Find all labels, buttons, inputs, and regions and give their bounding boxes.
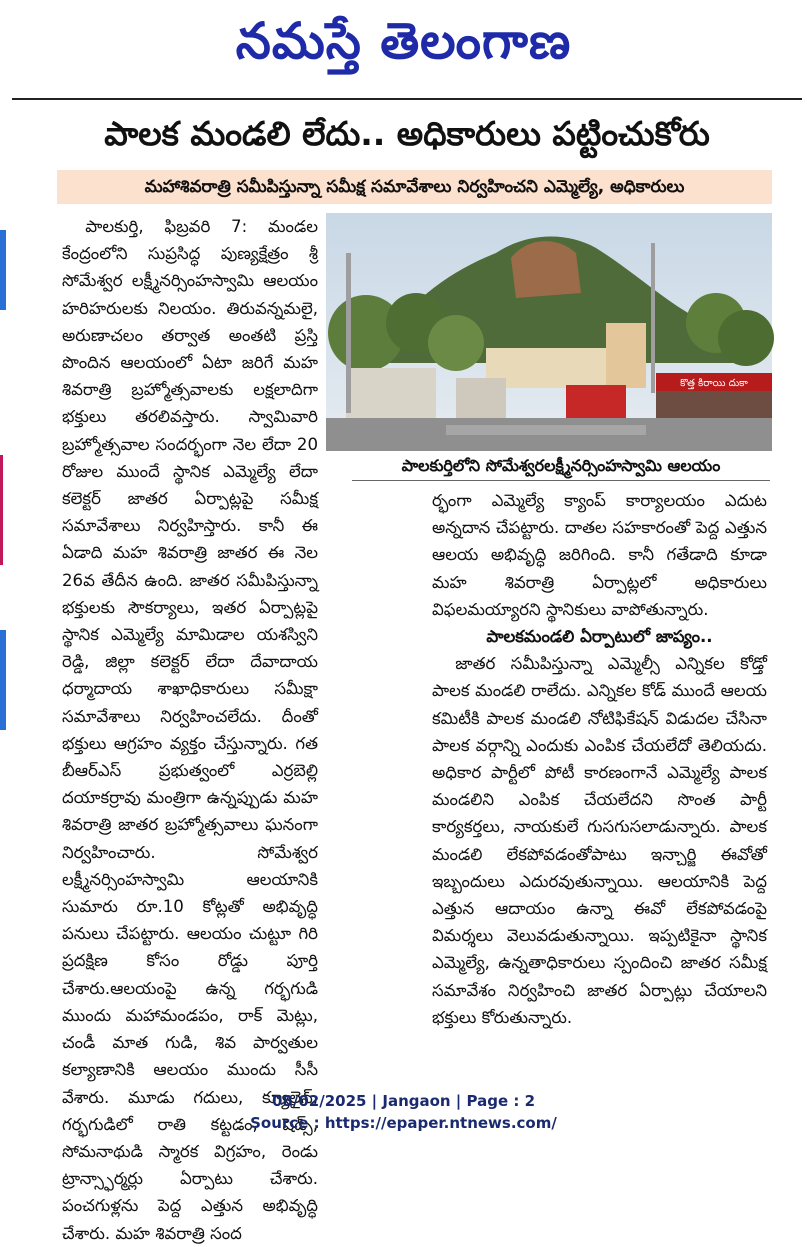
article-right-column <box>432 487 767 1047</box>
article-paragraph: పాలకుర్తి, ఫిబ్రవరి 7: మండల కేంద్రంలోని సుప్రసిద్ధ పుణ్యక్షేత్రం శ్రీ సోమేశ్వర లక్ష్మీనర్సింహస్వామి ఆలయం హరిహరులకు నిలయం. తిరువన్నమలై, అరుణాచలం తర్వాత అంతటి ప్రస్తి పొందిన ఆలయంలో ఏటా జరిగే మహ శివరాత్రి బ్రహ్మోత్సవాలకు లక్షలాదిగా భక్తులు తరలివస్తారు. స్వామివారి బ్రహ్మోత్సవాల సందర్భంగా నెల లేదా 20 రోజుల ముందే స్థానిక ఎమ్మెల్యే లేదా కలెక్టర్ జాతర ఏర్పాట్లపై సమీక్ష సమావేశాలు నిర్వహిస్తారు. కానీ ఈ ఏడాది మహ శివరాత్రి జాతర ఈ నెల 26వ తేదీన ఉంది. జాతర సమీపిస్తున్నా భక్తులకు సౌకర్యాలు, ఇతర ఏర్పాట్లపై స్థానిక ఎమ్మెల్యే మామిడాల యశస్విని రెడ్డి, జిల్లా కలెక్టర్ లేదా దేవాదాయ ధర్మాదాయ శాఖాధికారులు సమీక్షా సమావేశాలు నిర్వహించలేదు. దీంతో భక్తులు ఆగ్రహం వ్యక్తం చేస్తున్నారు. గత బీఆర్ఎస్ ప్రభుత్వంలో ఎర్రబెల్లి దయాకర్రావు మంత్రిగా ఉన్నప్పుడు మహ శివరాత్రి జాతర బ్రహ్మోత్సవాలు ఘనంగా నిర్వహించారు. సోమేశ్వర లక్ష్మీనర్సింహస్వామి ఆలయానికి సుమారు రూ.10 కోట్లతో అభివృద్ధి పనులు చేపట్టారు. ఆలయం చుట్టూ గిరి ప్రదక్షిణ కోసం రోడ్డు పూర్తి చేశారు.ఆలయంపై ఉన్న గర్భగుడి ముందు మహామండపం, రాక్ మెట్లు, చండీ మాత గుడి, శివ పార్వతుల కల్యాణానికి ఆలయం ముందు సీసీ వేశారు. మూడు గదులు, క్యూలైన్, గర్భగుడిలో రాతి కట్టడం, షెడ్స్, సోమనాథుడి స్మారక విగ్రహం, రెండు ట్రాన్స్ఫార్మర్లు ఏర్పాటు చేశారు. పంచగుళ్లను పెద్ద ఎత్తున అభివృద్ధి చేశారు. మహ శివరాత్రి సంద <box>62 217 318 1243</box>
masthead <box>0 0 807 88</box>
article-left-column <box>62 213 318 1243</box>
article-paragraph: ర్భంగా ఎమ్మెల్యే క్యాంప్ కార్యాలయం ఎదుట అన్నదాన చేపట్టారు. దాతల సహకారంతో పెద్ద ఎత్తున ఆలయ అభివృద్ధి జరిగింది. కానీ గతేడాది కూడా మహ శివరాత్రి ఏర్పాట్లలో అధికారులు విఫలమయ్యారని స్థానికులు వాపోతున్నారు. <box>432 491 767 619</box>
article-subheadline: మహాశివరాత్రి సమీపిస్తున్నా సమీక్ష సమావేశాలు నిర్వహించని ఎమ్మెల్యే, అధికారులు <box>57 170 772 204</box>
article-paragraph: జాతర సమీపిస్తున్నా ఎమ్మెల్సీ ఎన్నికల కోడ్తో పాలక మండలి రాలేదు. ఎన్నికల కోడ్ ముందే ఆలయ కమిటీకి పాలక మండలి నోటిఫికేషన్ విడుదల చేసినా పాలక వర్గాన్ని ఎందుకు ఎంపిక చేయలేదో తెలియదు. అధికార పార్టీలో పోటీ కారణంగానే ఎమ్మెల్యే పాలక మండలిని ఎంపిక చేయలేదని సొంత పార్టీ కార్యకర్తలు, నాయకులే గుసగుసలాడున్నారు. పాలక మండలి లేకపోవడంతోపాటు ఇన్చార్జి ఈవోతో ఇబ్బందులు ఎదురవుతున్నాయి. ఆలయానికి పెద్ద ఎత్తున ఆదాయం ఉన్నా ఈవో లేకపోవడంపై విమర్శలు వెలువడుతున్నాయి. ఇప్పటికైనా స్థానిక ఎమ్మెల్యే, ఉన్నతాధికారులు స్పందించి జాతర సమీక్ష సమావేశం నిర్వహించి జాతర ఏర్పాట్లు చేయాలని భక్తులు కోరుతున్నారు. <box>432 654 767 1027</box>
article-headline: పాలక మండలి లేదు.. అధికారులు పట్టించుకోరు <box>104 114 710 153</box>
footer-date-edition: 08/02/2025 | Jangaon | Page : 2 <box>271 1092 536 1110</box>
subsection-title: పాలకమండలి ఏర్పాటులో జాప్యం.. <box>486 627 713 647</box>
adjacent-page-edge <box>0 210 6 750</box>
page-footer <box>0 1090 807 1134</box>
footer-source: Source : https://epaper.ntnews.com/ <box>250 1114 557 1132</box>
masthead-title: నమస్తే తెలంగాణ <box>235 12 572 70</box>
temple-photo <box>326 213 772 451</box>
photo-caption: పాలకుర్తిలోని సోమేశ్వరలక్ష్మీనర్సింహస్వామి ఆలయం <box>352 452 770 481</box>
shop-sign-text: కొత్త కిరాయి దుకా <box>680 378 748 389</box>
header-rule <box>12 98 802 100</box>
